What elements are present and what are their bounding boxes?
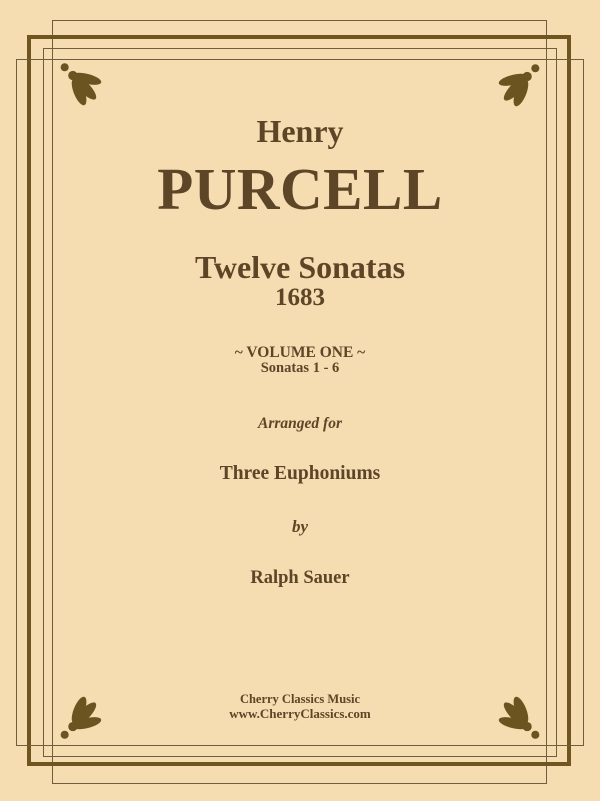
publisher-website: www.CherryClassics.com: [229, 706, 371, 721]
arranger-name: Ralph Sauer: [250, 568, 350, 588]
publisher-name: Cherry Classics Music: [239, 692, 361, 706]
volume-label: ~ VOLUME ONE ~: [234, 344, 366, 361]
arranged-for-label: Arranged for: [258, 415, 342, 432]
dragonfly-ornament-icon: [57, 61, 105, 111]
work-year: 1683: [275, 284, 325, 311]
composer-last-name: PURCELL: [157, 156, 443, 222]
dragonfly-ornament-icon: [495, 62, 543, 112]
work-title: Twelve Sonatas: [194, 249, 406, 285]
volume-sonatas-range: Sonatas 1 - 6: [260, 360, 340, 376]
composer-first-name: Henry: [256, 113, 344, 149]
instrumentation: Three Euphoniums: [219, 463, 381, 484]
by-label: by: [291, 517, 309, 536]
